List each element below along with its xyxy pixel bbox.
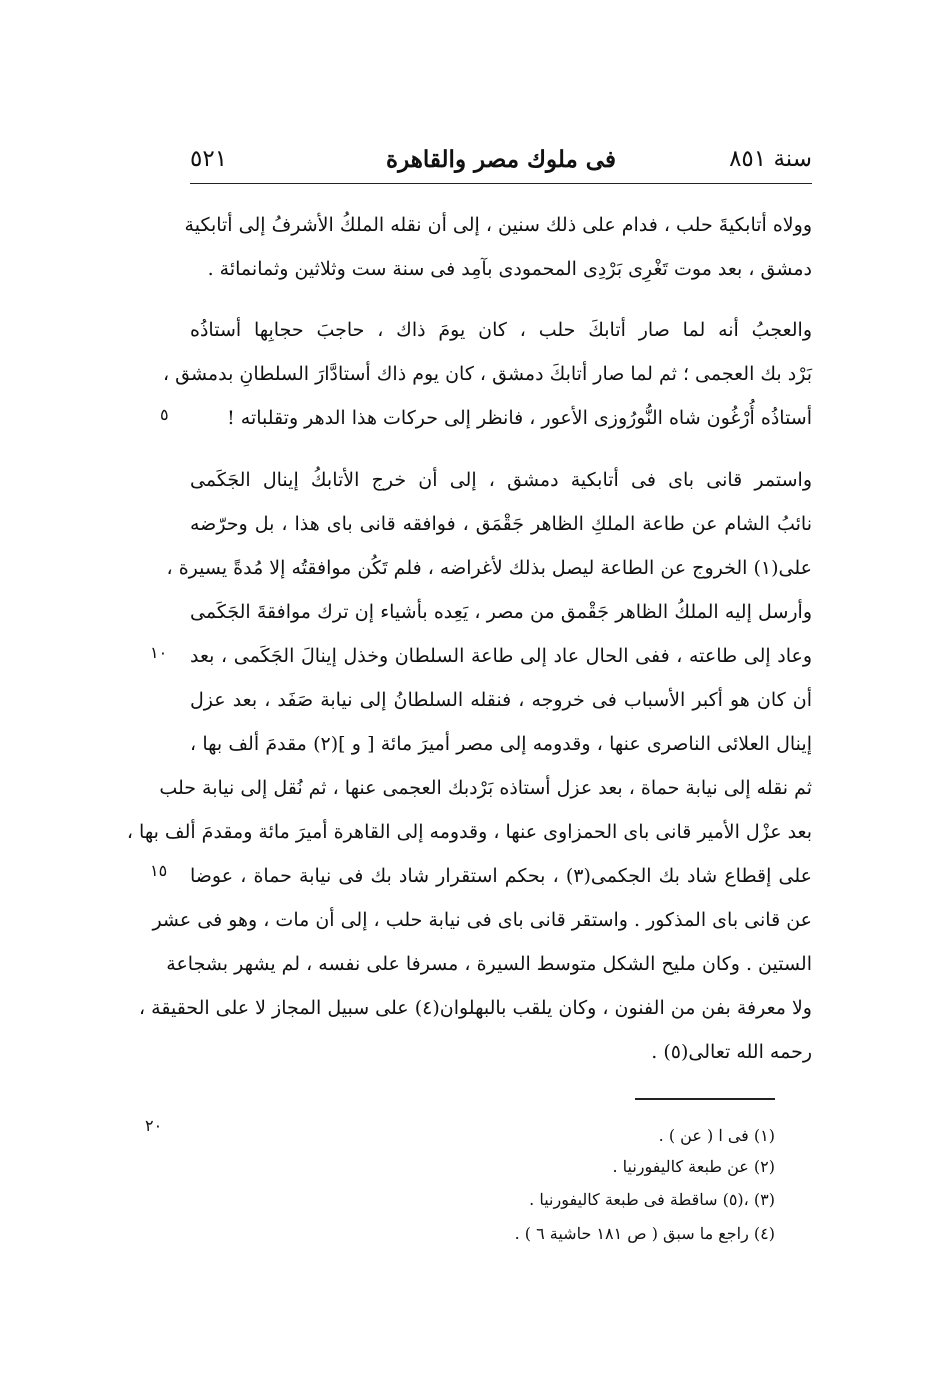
text-line: بَرْد بك العجمى ؛ ثم لما صار أتابكَ دمشق ، كان يوم ذاك أستادَّارَ السلطانِ بدمشق ،	[162, 363, 812, 385]
header-page-number: ٥٢١	[190, 146, 228, 172]
text-line: ولا معرفة بفن من الفنون ، وكان يلقب بالبهلوان(٤) على سبيل المجاز لا على الحقيقة ،	[138, 997, 812, 1019]
footnote-rule	[635, 1098, 775, 1100]
text-line: والعجبُ أنه لما صار أتابكَ حلب ، كان يومَ ذاك ، حاجبَ حجابِها أستاذُه	[190, 319, 812, 341]
text-line: دمشق ، بعد موت تَغْرِى بَرْدِى المحمودى بآمِد فى سنة ست وثلاثين وثمانمائة .	[207, 258, 812, 280]
text-line: على إقطاع شاد بك الجكمى(٣) ، بحكم استقرار شاد بك فى نيابة حماة ، عوضا	[190, 865, 813, 887]
text-line: رحمه الله تعالى(٥) .	[651, 1041, 812, 1063]
header-year: سنة ٨٥١	[729, 146, 812, 172]
header-title: فى ملوك مصر والقاهرة	[386, 146, 616, 173]
footnote: (١) فى ا ( عن ) .	[658, 1126, 775, 1145]
footnote: (٤) راجع ما سبق ( ص ١٨١ حاشية ٦ ) .	[514, 1224, 775, 1243]
text-line: الستين . وكان مليح الشكل متوسط السيرة ، مسرفا على نفسه ، لم يشهر بشجاعة	[166, 953, 812, 975]
margin-line-number: ١٠	[150, 643, 168, 662]
running-header	[190, 138, 812, 184]
margin-line-number: ١٥	[150, 861, 168, 880]
text-line: على(١) الخروج عن الطاعة ليصل بذلك لأغراضه ، فلم تَكُن موافقتُه إلا مُدةً يسيرة ،	[166, 557, 812, 579]
header-rule	[190, 183, 812, 184]
text-line: بعد عزْل الأمير قانى باى الحمزاوى عنها ، وقدومه إلى القاهرة أميرَ مائة ومقدمَ ألف بها ،	[126, 821, 812, 843]
text-line: وأرسل إليه الملكُ الظاهر جَقْمق من مصر ، يَعِده بأشياء إن ترك موافقةَ الجَكَمى	[190, 601, 812, 623]
margin-line-number: ٥	[160, 405, 169, 424]
text-line: نائبُ الشام عن طاعة الملكِ الظاهر جَقْمَق ، فوافقه قانى باى هذا ، بل وحرّضه	[190, 513, 812, 535]
text-line: واستمر قانى باى فى أتابكية دمشق ، إلى أن خرج الأتابكُ إينال الجَكَمى	[190, 469, 812, 491]
text-line: عن قانى باى المذكور . واستقر قانى باى فى نيابة حلب ، إلى أن مات ، وهو فى عشر	[152, 909, 812, 931]
footnote: (٢) عن طبعة كاليفورنيا .	[612, 1157, 775, 1176]
text-line: وولاه أتابكيةَ حلب ، فدام على ذلك سنين ، إلى أن نقله الملكُ الأشرفُ إلى أتابكية	[184, 214, 812, 236]
text-line: وعاد إلى طاعته ، ففى الحال عاد إلى طاعة السلطان وخذل إينالَ الجَكَمى ، بعد	[190, 645, 812, 667]
text-line: ثم نقله إلى نيابة حماة ، بعد عزل أستاذه بَرْدبك العجمى عنها ، ثم نُقل إلى نيابة حلب	[159, 777, 812, 799]
text-line: أن كان هو أكبر الأسباب فى خروجه ، فنقله السلطانُ إلى نيابة صَفَد ، بعد عزل	[190, 689, 812, 711]
text-line: إينال العلائى الناصرى عنها ، وقدومه إلى مصر أميرَ مائة [ و ](٢) مقدمَ ألف بها ،	[190, 733, 812, 755]
text-line: أستاذُه أُرْغُون شاه النُّورُوزى الأعور ، فانظر إلى حركات هذا الدهر وتقلباته !	[227, 407, 812, 429]
margin-line-number: ٢٠	[145, 1116, 163, 1135]
footnote: (٣) ،(٥) ساقطة فى طبعة كاليفورنيا .	[529, 1190, 775, 1209]
